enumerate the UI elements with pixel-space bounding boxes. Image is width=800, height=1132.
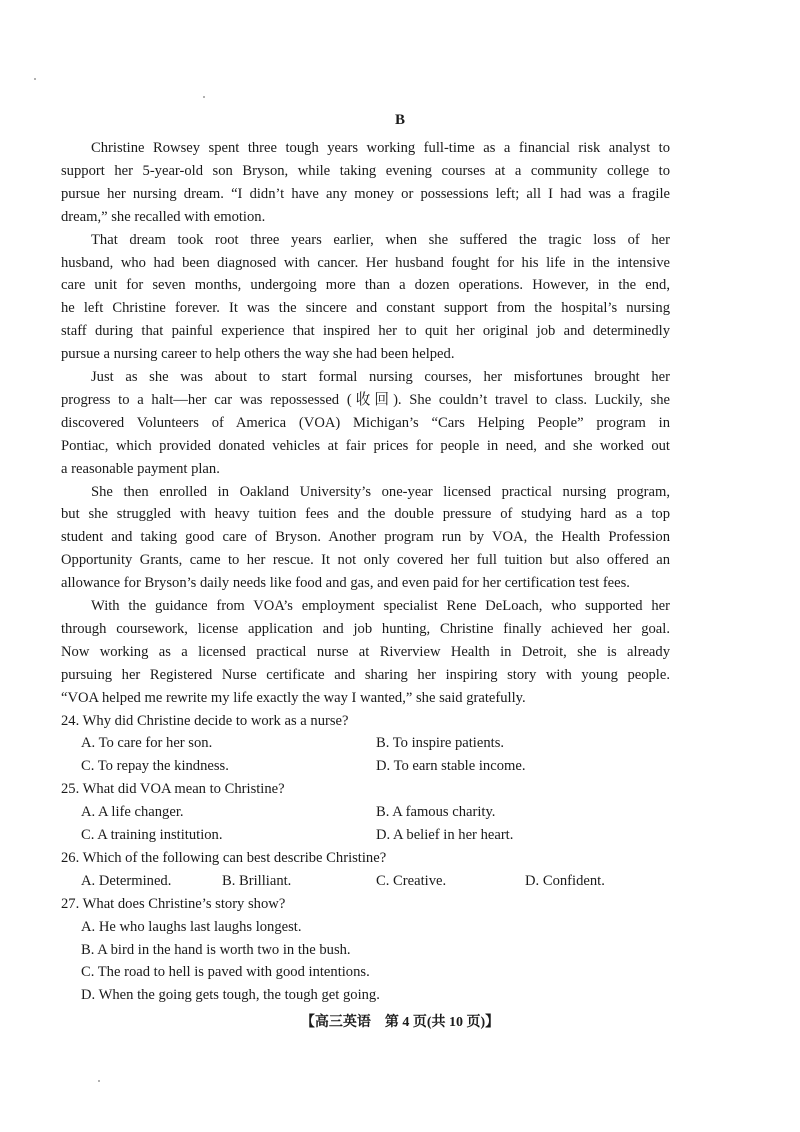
answer-option: C. To repay the kindness.	[81, 758, 229, 775]
passage-line: but she struggled with heavy tuition fees and the double pressure of studying hard as a top	[61, 506, 670, 523]
answer-option: C. The road to hell is paved with good intentions.	[81, 964, 370, 981]
scan-speck	[34, 78, 36, 80]
passage-line: he left Christine forever. It was the sincere and constant support from the hospital’s nursing	[61, 300, 670, 317]
passage-line: a reasonable payment plan.	[61, 460, 220, 477]
answer-option: A. He who laughs last laughs longest.	[81, 918, 302, 935]
answer-option: D. A belief in her heart.	[376, 827, 514, 843]
answer-option: D. When the going gets tough, the tough get going.	[81, 987, 380, 1004]
question-stem: 27. What does Christine’s story show?	[61, 895, 286, 912]
page-footer: 【高三英语 第 4 页(共 10 页)】	[300, 1015, 500, 1030]
passage-line: progress to a halt—her car was repossessed (收回). She couldn’t travel to class. Luckily, she	[61, 391, 670, 408]
passage-line: husband, who had been diagnosed with cancer. Her husband fought for his life in the intensive	[61, 254, 670, 271]
passage-line: discovered Volunteers of America (VOA) Michigan’s “Cars Helping People” program in	[61, 414, 670, 431]
passage-line: Christine Rowsey spent three tough years working full-time as a financial risk analyst to	[91, 140, 670, 156]
answer-option: D. Confident.	[525, 872, 605, 889]
passage-line: support her 5-year-old son Bryson, while taking evening courses at a community college to	[61, 162, 670, 179]
question-stem: 25. What did VOA mean to Christine?	[61, 781, 285, 798]
passage-line: Opportunity Grants, came to her rescue. It not only covered her full tuition but also offered an	[61, 552, 670, 569]
answer-option: C. Creative.	[376, 872, 447, 889]
scan-speck	[98, 1080, 100, 1082]
answer-option: B. A famous charity.	[376, 804, 496, 821]
passage-line: She then enrolled in Oakland University’s one-year licensed practical nursing program,	[91, 483, 670, 500]
section-heading: B	[394, 112, 405, 128]
passage-line: With the guidance from VOA’s employment specialist Rene DeLoach, who supported her	[91, 598, 670, 614]
scan-speck	[203, 96, 205, 98]
passage-line: pursue her nursing dream. “I didn’t have any money or possessions left; all I had was a fragile	[61, 185, 670, 202]
passage-line: dream,” she recalled with emotion.	[61, 208, 266, 225]
question-stem: 24. Why did Christine decide to work as a nurse?	[61, 712, 349, 729]
passage-line: Just as she was about to start formal nursing courses, her misfortunes brought her	[91, 369, 670, 385]
passage-line: staff during that painful experience that inspired her to quit her original job and determinedly	[61, 323, 670, 340]
passage-line: care unit for seven months, undergoing more than a dozen operations. However, in the end,	[61, 277, 670, 294]
passage-line: pursue a nursing career to help others the way she had been helped.	[61, 346, 455, 363]
answer-option: A. To care for her son.	[81, 735, 213, 752]
question-stem: 26. Which of the following can best describe Christine?	[61, 849, 387, 866]
passage-line: Pontiac, which provided donated vehicles at fair prices for people in need, and she worked out	[61, 437, 670, 454]
answer-option: C. A training institution.	[81, 827, 223, 843]
answer-option: B. To inspire patients.	[376, 735, 505, 752]
answer-option: A. A life changer.	[81, 804, 184, 821]
passage-line: through coursework, license application and job hunting, Christine finally achieved her goal.	[61, 620, 670, 637]
answer-option: B. A bird in the hand is worth two in the bush.	[81, 941, 351, 958]
passage-line: That dream took root three years earlier, when she suffered the tragic loss of her	[91, 231, 670, 248]
passage-line: Now working as a licensed practical nurse at Riverview Health in Detroit, she is already	[61, 643, 670, 660]
answer-option: B. Brilliant.	[222, 872, 292, 889]
answer-option: D. To earn stable income.	[376, 758, 526, 775]
passage-line: allowance for Bryson’s daily needs like food and gas, and even paid for her certification test fees.	[61, 575, 630, 592]
passage-line: “VOA helped me rewrite my life exactly the way I wanted,” she said gratefully.	[61, 689, 526, 706]
passage-line: student and taking good care of Bryson. Another program run by VOA, the Health Profession	[61, 529, 670, 546]
passage-line: pursuing her Registered Nurse certificate and sharing her inspiring story with young people.	[61, 666, 670, 683]
answer-option: A. Determined.	[81, 872, 172, 889]
